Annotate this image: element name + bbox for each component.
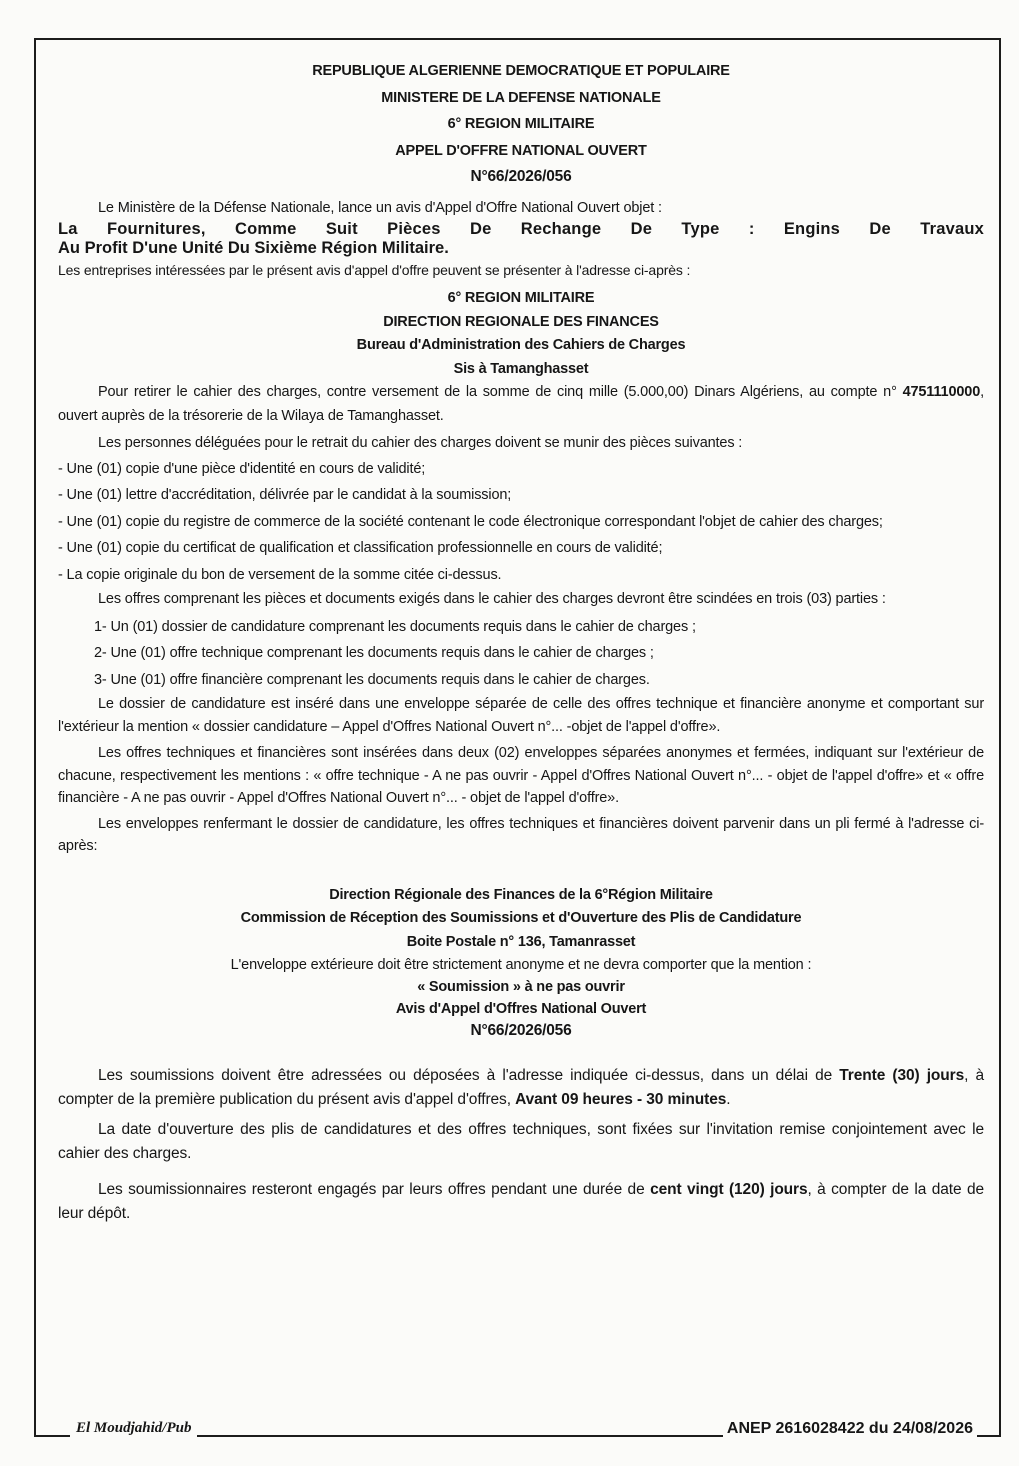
header-republic: REPUBLIQUE ALGERIENNE DEMOCRATIQUE ET POPULAIRE — [312, 63, 730, 79]
dossier-paragraph: Le dossier de candidature est inséré dans une enveloppe séparée de celle des offres technique et financière anonyme et comportant sur l'extérieur la mention « dossier candidature – Appel d'Offres National Ouvert n°... -objet de l'appel d'offre». — [58, 696, 984, 735]
intro-text: Le Ministère de la Défense Nationale, lance un avis d'Appel d'Offre National Ouvert objet : — [98, 199, 662, 216]
anep-reference: ANEP 2616028422 du 24/08/2026 — [723, 1420, 977, 1438]
deadline-text-mid: , à compter de la première publication du présent avis d'appel d'offres, — [58, 1067, 985, 1108]
header-title: APPEL D'OFFRE NATIONAL OUVERT — [395, 142, 647, 159]
commitment-duration: cent vingt (120) jours — [650, 1181, 808, 1198]
list-item: - Une (01) copie d'une pièce d'identité en cours de validité; — [58, 460, 426, 477]
mention-line-2: Avis d'Appel d'Offres National Ouvert — [395, 1001, 647, 1017]
delivery-paragraph: Les enveloppes renfermant le dossier de candidature, les offres techniques et financières doivent parvenir dans un pli fermé à l'adresse ci-après: — [58, 815, 984, 854]
envelopes-paragraph: Les offres techniques et financières sont insérées dans deux (02) enveloppes séparées anonymes et fermées, indiquant sur l'extérieur de chacune, respectivement les mentions : « offre technique - A ne pas ouvrir - Appel d'Offres National Ouvert n°... - objet de l'appel d'offre» et « offre financière - A ne pas ouvrir - Appel d'Offres National Ouvert n°... - objet de l'appel d'offre». — [58, 745, 984, 806]
documents-list — [58, 456, 984, 589]
mention-reference: N°66/2026/056 — [470, 1022, 572, 1039]
payment-text-end: , ouvert auprès de la trésorerie de la Wilaya de Tamanghasset. — [58, 384, 984, 424]
list-item: 2- Une (01) offre technique comprenant les documents requis dans le cahier de charges ; — [94, 645, 654, 661]
header-reference: N°66/2026/056 — [470, 168, 572, 185]
address2-postbox: Boite Postale n° 136, Tamanrasset — [406, 933, 636, 950]
parts-list — [58, 614, 984, 694]
commitment-text-end: , à compter de la date de leur dépôt. — [58, 1181, 984, 1222]
address-block-2 — [58, 884, 984, 955]
address1-bureau: Bureau d'Administration des Cahiers de Charges — [356, 337, 686, 353]
list-item: - Une (01) copie du certificat de qualification et classification professionnelle en cours de validité; — [58, 540, 663, 556]
opening-date-paragraph: La date d'ouverture des plis de candidatures et des offres techniques, sont fixées sur l'invitation remise conjointement avec le cahier des charges. — [58, 1121, 984, 1162]
address1-city: Sis à Tamanghasset — [453, 360, 589, 377]
list-item: 1- Un (01) dossier de candidature comprenant les documents requis dans le cahier de charges ; — [94, 618, 696, 635]
notice-header — [58, 58, 984, 191]
object-line-2: Au Profit D'une Unité Du Sixième Région Militaire. — [58, 239, 449, 257]
deadline-text-end: . — [726, 1091, 731, 1108]
object-line-1: La Fournitures, Comme Suit Pièces De Rechange De Type : Engins De Travaux — [58, 220, 984, 238]
payment-text: Pour retirer le cahier des charges, contre versement de la somme de cinq mille (5.000,00) Dinars Algériens, au compte n° — [98, 384, 903, 400]
list-item: 3- Une (01) offre financière comprenant les documents requis dans le cahier de charges. — [94, 671, 650, 688]
deadline-days: Trente (30) jours — [839, 1067, 965, 1084]
address2-commission: Commission de Réception des Soumissions et d'Ouverture des Plis de Candidature — [240, 910, 802, 926]
account-number: 4751110000 — [902, 384, 981, 400]
list-item: - Une (01) lettre d'accréditation, délivrée par le candidat à la soumission; — [58, 487, 512, 503]
list-item: - La copie originale du bon de versement de la somme citée ci-dessus. — [58, 566, 502, 583]
header-region: 6° REGION MILITAIRE — [447, 116, 595, 132]
list-item: - Une (01) copie du registre de commerce de la société contenant le code électronique correspondant l'objet de cahier des charges; — [58, 513, 883, 530]
commitment-text: Les soumissionnaires resteront engagés par leurs offres pendant une durée de — [98, 1181, 651, 1198]
header-ministry: MINISTERE DE LA DEFENSE NATIONALE — [381, 89, 661, 106]
mention-line-1: « Soumission » à ne pas ouvrir — [417, 979, 625, 995]
commitment-paragraph — [58, 1178, 984, 1226]
envelope-note: L'enveloppe extérieure doit être strictement anonyme et ne devra comporter que la mention : — [230, 957, 812, 973]
notice-content — [58, 58, 984, 1226]
invite-text: Les entreprises intéressées par le présent avis d'appel d'offre peuvent se présenter à l'adresse ci-après : — [58, 262, 691, 278]
deadline-text: Les soumissions doivent être adressées ou déposées à l'adresse indiquée ci-dessus, dans un délai de — [98, 1067, 840, 1084]
deadline-time: Avant 09 heures - 30 minutes — [515, 1091, 727, 1108]
publication-source: El Moudjahid/Pub — [70, 1420, 197, 1437]
envelope-mention — [58, 976, 984, 1042]
offers-paragraph: Les offres comprenant les pièces et documents exigés dans le cahier des charges devront être scindées en trois (03) parties : — [98, 591, 886, 607]
address-block-1 — [58, 287, 984, 381]
address1-region: 6° REGION MILITAIRE — [447, 290, 595, 306]
address1-direction: DIRECTION REGIONALE DES FINANCES — [383, 313, 659, 330]
delegation-paragraph: Les personnes déléguées pour le retrait du cahier des charges doivent se munir des pièces suivantes : — [98, 435, 743, 451]
payment-paragraph — [58, 381, 984, 428]
deadline-paragraph — [58, 1064, 984, 1112]
address2-direction: Direction Régionale des Finances de la 6°Région Militaire — [329, 886, 713, 903]
